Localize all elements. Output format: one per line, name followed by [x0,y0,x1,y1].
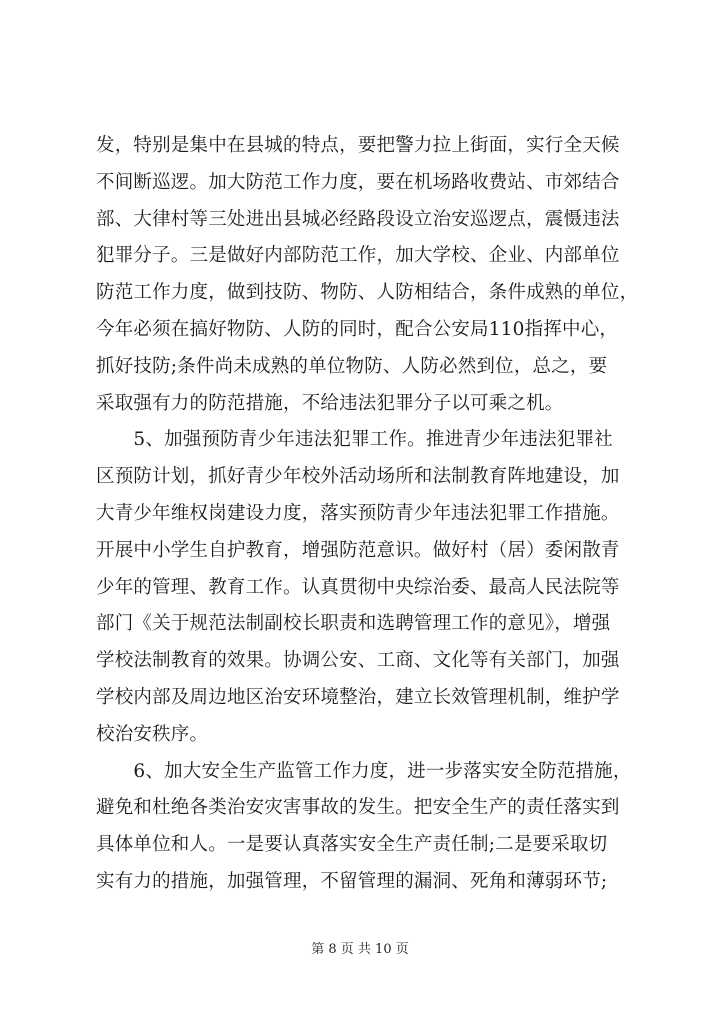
text-line: 校治安秩序。 [96,723,209,745]
paragraph-continuation [96,128,639,422]
text-line: 犯罪分子。三是做好内部防范工作，加大学校、企业、内部单位 [96,245,620,267]
text-line: 区预防计划，抓好青少年校外活动场所和法制教育阵地建设，加 [96,466,620,488]
text-line: 实有力的措施，加强管理，不留管理的漏洞、死角和薄弱环节; [96,870,608,892]
body-text [96,128,639,901]
text-line: 采取强有力的防范措施，不给违法犯罪分子以可乘之机。 [96,392,564,414]
page-number-footer: 第 8 页 共 10 页 [311,942,409,957]
text-line: 防范工作力度，做到技防、物防、人防相结合，条件成熟的单位， [96,282,639,304]
text-line: 具体单位和人。一是要认真落实安全生产责任制;二是要采取切 [96,834,608,856]
text-line: 学校内部及周边地区治安环境整治，建立长效管理机制，维护学 [96,686,620,708]
text-line: 开展中小学生自护教育，增强防范意识。做好村（居）委闲散青 [96,539,620,561]
text-line: 6、加大安全生产监管工作力度，进一步落实安全防范措施， [96,760,632,782]
text-line: 部、大律村等三处进出县城必经路段设立治安巡逻点，震慑违法 [96,208,620,230]
text-line: 抓好技防;条件尚未成熟的单位物防、人防必然到位，总之，要 [96,355,608,377]
paragraph-item-5 [96,422,636,753]
text-line: 今年必须在搞好物防、人防的同时，配合公安局110指挥中心， [96,318,619,340]
text-line: 少年的管理、教育工作。认真贯彻中央综治委、最高人民法院等 [96,576,620,598]
text-line: 大青少年维权岗建设力度，落实预防青少年违法犯罪工作措施。 [96,502,620,524]
paragraph-item-6 [96,754,636,901]
text-line: 不间断巡逻。加大防范工作力度，要在机场路收费站、市郊结合 [96,171,620,193]
text-line: 发，特别是集中在县城的特点，要把警力拉上街面，实行全天候 [96,135,620,156]
text-line: 部门《关于规范法制副校长职责和选聘管理工作的意见》，增强 [96,613,611,635]
text-line: 学校法制教育的效果。协调公安、工商、文化等有关部门，加强 [96,650,620,672]
text-line: 5、加强预防青少年违法犯罪工作。推进青少年违法犯罪社 [96,429,613,451]
text-line: 避免和杜绝各类治安灾害事故的发生。把安全生产的责任落实到 [96,797,620,819]
